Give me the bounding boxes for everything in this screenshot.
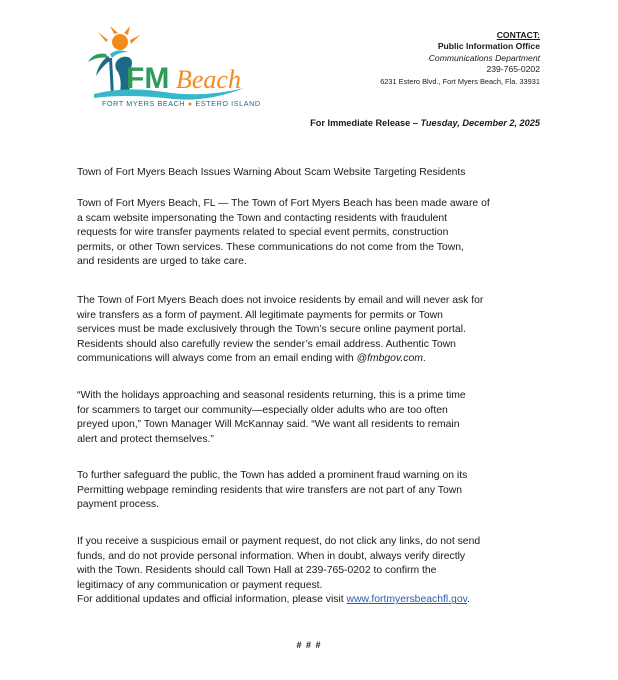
logo-tagline xyxy=(102,99,261,108)
paragraph-line: The Town of Fort Myers Beach does not invoice residents by email and will never ask for xyxy=(77,295,484,306)
logo-tagline-left: FORT MYERS BEACH xyxy=(102,99,186,108)
paragraph-line: Permitting webpage reminding residents that wire transfers are not part of any Town xyxy=(77,484,463,496)
paragraph-line: wire transfers as a form of payment. All legitimate payments for permits or Town xyxy=(77,309,443,321)
paragraph-line: alert and protect themselves.” xyxy=(77,433,214,445)
contact-heading: CONTACT: xyxy=(496,30,540,40)
website-link[interactable]: www.fortmyersbeachfl.gov xyxy=(346,594,468,606)
paragraph-line: services must be made exclusively through the Town’s secure online payment portal. xyxy=(77,324,466,336)
paragraph-1 xyxy=(77,197,547,270)
paragraph-line: payment process. xyxy=(77,499,160,511)
paragraph-line: “With the holidays approaching and seasonal residents returning, this is a prime time xyxy=(77,390,466,401)
paragraph-line: funds, and do not provide personal information. When in doubt, always verify directly xyxy=(77,550,466,562)
paragraph-line: for scammers to target our community—especially older adults who are too often xyxy=(77,404,448,416)
release-date: Tuesday, December 2, 2025 xyxy=(420,118,540,128)
paragraph-line xyxy=(77,593,547,608)
visit-suffix: . xyxy=(467,594,470,606)
contact-address: 6231 Estero Blvd., Fort Myers Beach, Fla. 33931 xyxy=(380,76,540,86)
logo-wordmark-fm: FM xyxy=(126,62,170,95)
email-text: communications will always come from an email ending with xyxy=(77,353,357,365)
paragraph-line: preyed upon,” Town Manager Will McKannay said. “We want all residents to remain xyxy=(77,419,460,431)
sun-icon xyxy=(98,26,140,50)
release-label: For Immediate Release – xyxy=(310,118,421,128)
paragraph-line: legitimacy of any communication or payment request. xyxy=(77,579,323,591)
paragraph-line: Town of Fort Myers Beach, FL — The Town of Fort Myers Beach has been made aware of xyxy=(77,198,490,209)
contact-block xyxy=(380,30,540,87)
headline: Town of Fort Myers Beach Issues Warning About Scam Website Targeting Residents xyxy=(77,167,466,178)
paragraph-line: requests for wire transfer payments related to special event permits, construction xyxy=(77,227,449,239)
logo-tagline-dot: ● xyxy=(187,99,193,108)
paragraph-line: with the Town. Residents should call Town Hall at 239-765-0202 to confirm the xyxy=(77,565,437,577)
contact-department: Communications Department xyxy=(428,52,540,63)
logo-wordmark-beach: Beach xyxy=(176,65,241,94)
paragraph-line: If you receive a suspicious email or payment request, do not click any links, do not send xyxy=(77,536,481,547)
email-domain: @fmbgov.com xyxy=(356,353,423,365)
contact-phone: 239-765-0202 xyxy=(486,64,540,75)
paragraph-3-quote xyxy=(77,389,547,447)
end-mark: # # # xyxy=(296,640,322,650)
paragraph-2 xyxy=(77,294,547,367)
paragraph-line xyxy=(77,352,547,367)
release-line xyxy=(310,118,540,128)
paragraph-line: Residents should also carefully review the sender’s email address. Authentic Town xyxy=(77,338,456,350)
paragraph-line: and residents are urged to take care. xyxy=(77,256,247,268)
contact-office: Public Information Office xyxy=(437,41,540,52)
logo-tagline-right: ESTERO ISLAND xyxy=(195,99,261,108)
email-suffix: . xyxy=(422,353,426,365)
paragraph-line: a scam website impersonating the Town and contacting residents with fraudulent xyxy=(77,212,448,224)
paragraph-4 xyxy=(77,469,547,513)
paragraph-line: To further safeguard the public, the Town has added a prominent fraud warning on its xyxy=(77,470,468,481)
paragraph-5 xyxy=(77,535,547,608)
visit-text: For additional updates and official information, please visit xyxy=(77,594,347,606)
fmb-logo xyxy=(84,26,261,116)
paragraph-line: permits, or other Town services. These communications do not come from the Town, xyxy=(77,241,464,253)
